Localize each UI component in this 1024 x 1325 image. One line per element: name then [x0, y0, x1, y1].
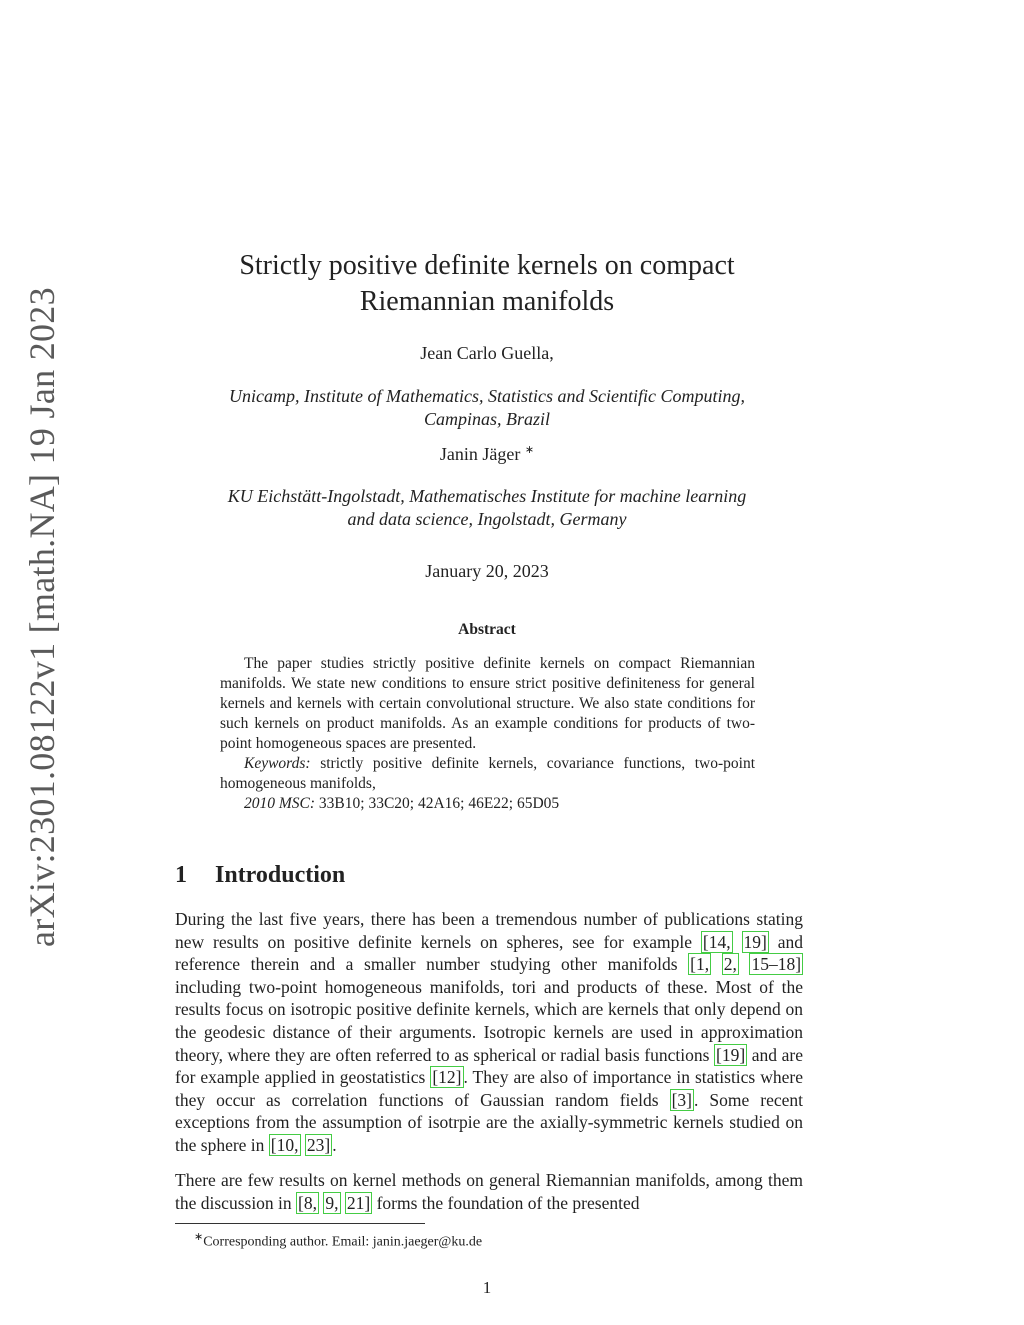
citation-link[interactable]: 23]: [306, 1134, 331, 1155]
citation-link[interactable]: 21]: [346, 1192, 371, 1213]
citation-link[interactable]: 9,: [325, 1192, 339, 1213]
footnote-mark: ∗: [194, 1231, 204, 1243]
keywords-label: Keywords:: [244, 755, 311, 772]
p1-text-6: . Some recent exceptions from the assumption of isotrpie are the axially-symmetric kernels studied on the sphere in: [175, 1089, 804, 1155]
citation-link[interactable]: [8,: [298, 1192, 317, 1213]
footnote: [194, 1230, 794, 1251]
citation-link[interactable]: 19]: [743, 931, 767, 952]
abstract-text: The paper studies strictly positive definite kernels on compact Riemannian manifolds. We state new conditions to ensure strict positive definiteness for general kernels and kernels with certain convolutional structure. We also state conditions for such kernels on product manifolds. As an example conditions for products of two-point homogeneous spaces are presented.: [220, 655, 755, 752]
p1-text-2: and reference therein and a smaller number studying other manifolds: [175, 931, 803, 975]
citation-link[interactable]: 2,: [723, 954, 737, 975]
section-number: 1: [175, 862, 187, 888]
citation-link[interactable]: [19]: [716, 1044, 746, 1065]
affiliation-1-line-1: Unicamp, Institute of Mathematics, Statistics and Scientific Computing,: [229, 386, 745, 406]
author-2-affiliation: [150, 485, 824, 531]
title-line-2: Riemannian manifolds: [359, 286, 615, 317]
p1-text-1: During the last five years, there has been a tremendous number of publications stating new results on positive definite kernels on spheres, see for example: [175, 909, 803, 952]
msc-line: [220, 794, 755, 814]
msc-label: 2010 MSC:: [244, 795, 316, 812]
author-2-name: Janin Jäger: [439, 444, 521, 464]
abstract-block: [220, 654, 755, 814]
paper-title: [150, 248, 824, 320]
msc-text: 33B10; 33C20; 42A16; 46E22; 65D05: [318, 795, 560, 812]
footnote-text: Corresponding author. Email: janin.jaeger@ku.de: [203, 1234, 483, 1250]
p2-text-2: forms the foundation of the presented: [372, 1192, 640, 1213]
abstract-heading: Abstract: [458, 621, 516, 638]
keywords-line: [220, 754, 755, 794]
author-1-affiliation: [150, 385, 824, 431]
citation-link[interactable]: 15–18]: [751, 954, 802, 975]
section-heading-introduction: [175, 862, 815, 889]
citation-link[interactable]: [3]: [671, 1089, 693, 1110]
p1-text-7: .: [332, 1134, 337, 1155]
arxiv-identifier: arXiv:2301.08122v1 [math.NA] 19 Jan 2023: [22, 287, 62, 947]
p1-text-4: and are for example applied in geostatistics: [175, 1044, 803, 1088]
citation-link[interactable]: [12]: [432, 1067, 462, 1088]
author-1-name: Jean Carlo Guella,: [420, 343, 554, 363]
keywords-text: strictly positive definite kernels, covariance functions, two-point homogeneous manifolds,: [220, 755, 755, 792]
citation-link[interactable]: [14,: [702, 931, 731, 952]
page-number: 1: [482, 1278, 492, 1297]
citation-link[interactable]: [1,: [690, 954, 710, 975]
section-title: Introduction: [215, 862, 346, 888]
p1-text-3: including two-point homogeneous manifolds, tori and products of these. Most of the results focus on isotropic positive definite kernels, which are kernels that only depend on the geodesic distance of their arguments. Isotropic kernels are used in approximation theory, where they are often referred to as spherical or radial basis functions: [175, 976, 803, 1065]
author-2: [150, 443, 824, 465]
affiliation-1-line-2: Campinas, Brazil: [423, 409, 551, 429]
affiliation-2-line-1: KU Eichstätt-Ingolstadt, Mathematisches Institute for machine learning: [227, 486, 747, 506]
title-line-1: Strictly positive definite kernels on compact: [239, 250, 735, 281]
footnote-divider: [175, 1223, 425, 1224]
p1-text-5: . They are also of importance in statistics where they occur as correlation functions of Gaussian random fields: [175, 1067, 803, 1110]
p2-text-1: There are few results on kernel methods on general Riemannian manifolds, among them the discussion in: [175, 1170, 803, 1213]
intro-paragraph-1: [175, 908, 803, 1157]
author-2-footnote-mark[interactable]: ∗: [524, 444, 535, 456]
citation-link[interactable]: [10,: [270, 1134, 299, 1155]
paper-date: January 20, 2023: [425, 561, 549, 581]
intro-paragraph-2: [175, 1169, 803, 1214]
affiliation-2-line-2: and data science, Ingolstadt, Germany: [347, 509, 627, 529]
